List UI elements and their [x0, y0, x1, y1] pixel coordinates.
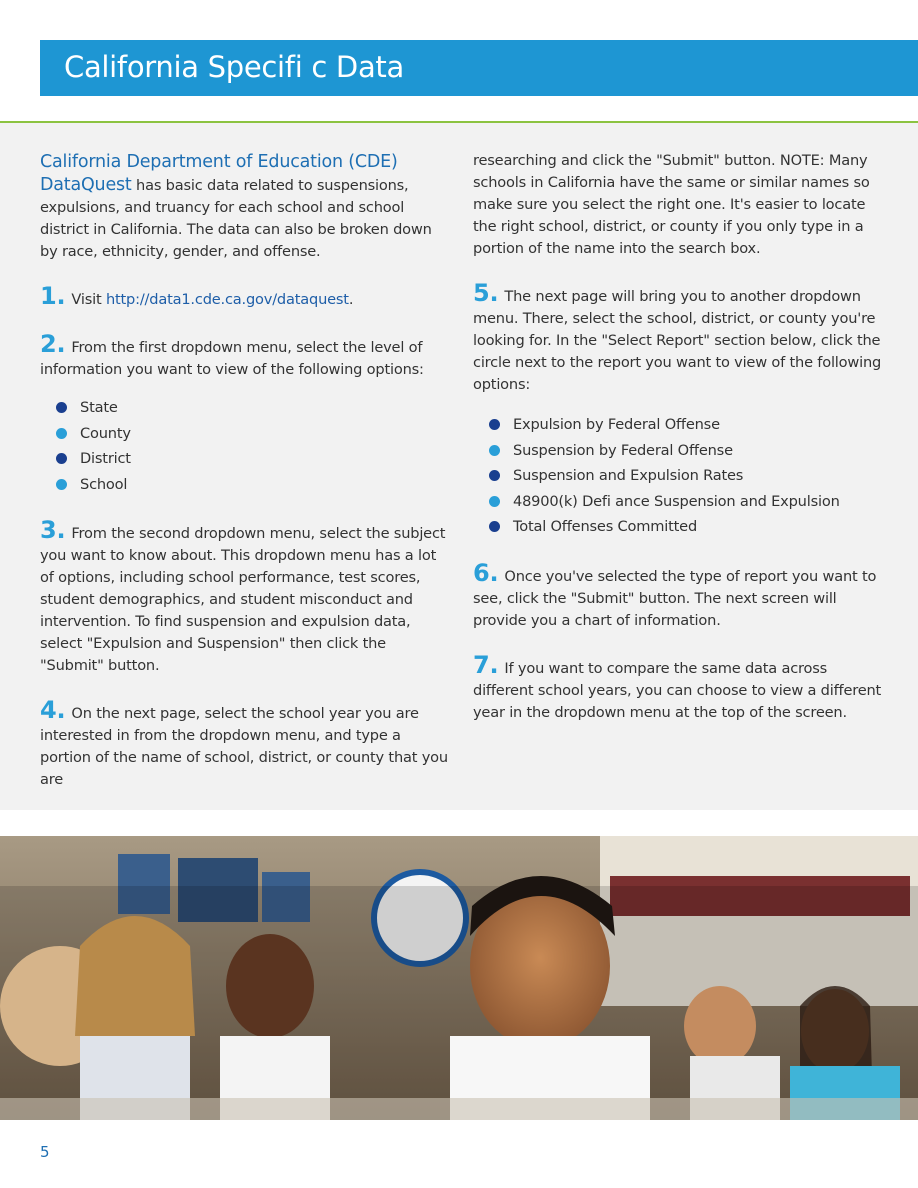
- step-7: [473, 650, 885, 724]
- bullet-icon: [489, 445, 500, 456]
- step-text: On the next page, select the school year you are interested in from the dropdown menu, and type a portion of the name of school, district, or county that you are: [40, 705, 448, 788]
- step-4: [40, 696, 452, 791]
- intro-text: has basic data related to suspensions, expulsions, and truancy for each school and school district in California. The data can also be broken down by race, ethnicity, gender, and offense.: [40, 177, 432, 260]
- list-item: [473, 514, 885, 540]
- step-4-continued: researching and click the "Submit" button. NOTE: Many schools in California have the same or similar names so make sure you select the right one. It's easier to locate the right school, district, or county if you only type in a portion of the name into the search box.: [473, 152, 870, 257]
- level-list: [40, 395, 452, 497]
- step-number: 1.: [40, 282, 66, 310]
- step-number: 7.: [473, 650, 499, 679]
- step-text: .: [348, 291, 354, 308]
- list-item-label: State: [80, 399, 118, 416]
- list-item: [40, 395, 452, 421]
- list-item: [40, 472, 452, 498]
- list-item-label: District: [80, 450, 131, 467]
- bullet-icon: [489, 521, 500, 532]
- step-1: [40, 282, 452, 311]
- list-item-label: Total Offenses Committed: [513, 518, 698, 535]
- list-item: [473, 489, 885, 515]
- step-number: 2.: [40, 330, 66, 358]
- section-banner: [40, 40, 918, 96]
- step-text: If you want to compare the same data across different school years, you can choose to view a different year in the dropdown menu at the top of the screen.: [473, 659, 882, 721]
- bullet-icon: [489, 496, 500, 507]
- step-text: The next page will bring you to another dropdown menu. There, select the school, district, or county you're looking for. In the "Select Report" section below, click the circle next to the report you want to view of the following options:: [473, 288, 882, 393]
- step-number: 6.: [473, 558, 499, 587]
- list-item-label: School: [80, 475, 128, 493]
- step-text: From the first dropdown menu, select the level of information you want to view of the following options:: [40, 339, 424, 378]
- bullet-icon: [56, 453, 67, 464]
- step-number: 4.: [40, 696, 66, 724]
- list-item: [40, 421, 452, 447]
- list-item: [473, 412, 885, 438]
- bullet-icon: [489, 470, 500, 481]
- cde-heading: California Department of Education (CDE): [40, 152, 398, 172]
- bullet-icon: [56, 428, 67, 439]
- dataquest-label: DataQuest: [40, 175, 132, 195]
- list-item-label: 48900(k) Defi ance Suspension and Expulsion: [513, 492, 840, 510]
- list-item-label: Expulsion by Federal Offense: [513, 416, 720, 433]
- step-number: 5.: [473, 279, 499, 307]
- bullet-icon: [56, 402, 67, 413]
- list-item-label: Suspension by Federal Offense: [513, 441, 733, 459]
- page-number: 5: [40, 1143, 50, 1161]
- step-6: [473, 558, 885, 632]
- step-text: From the second dropdown menu, select the subject you want to know about. This dropdown menu has a lot of options, including school performance, test scores, student demographics, and student misconduct and intervention. To find suspension and expulsion data, select "Expulsion and Suspension" then click the "Submit" button.: [40, 525, 446, 674]
- step-text: Once you've selected the type of report you want to see, click the "Submit" button. The next screen will provide you a chart of information.: [473, 567, 877, 629]
- section-title: California Specifi c Data: [64, 50, 404, 84]
- step-text: Visit: [71, 291, 106, 308]
- bullet-icon: [489, 419, 500, 430]
- step-5: [473, 279, 885, 396]
- step-number: 3.: [40, 516, 66, 544]
- step-3: [40, 516, 452, 677]
- photo-illustration: [0, 836, 918, 1120]
- dataquest-link[interactable]: http://data1.cde.ca.gov/dataquest: [105, 291, 349, 308]
- list-item-label: Suspension and Expulsion Rates: [513, 467, 744, 484]
- list-item: [473, 463, 885, 489]
- bullet-icon: [56, 479, 67, 490]
- report-list: [473, 412, 885, 540]
- right-column: [473, 150, 885, 724]
- left-column: [40, 150, 452, 791]
- list-item: [40, 446, 452, 472]
- list-item-label: County: [80, 424, 131, 442]
- step-2: [40, 330, 452, 381]
- intro-paragraph: [40, 174, 452, 263]
- cafeteria-photo: [0, 836, 918, 1120]
- list-item: [473, 438, 885, 464]
